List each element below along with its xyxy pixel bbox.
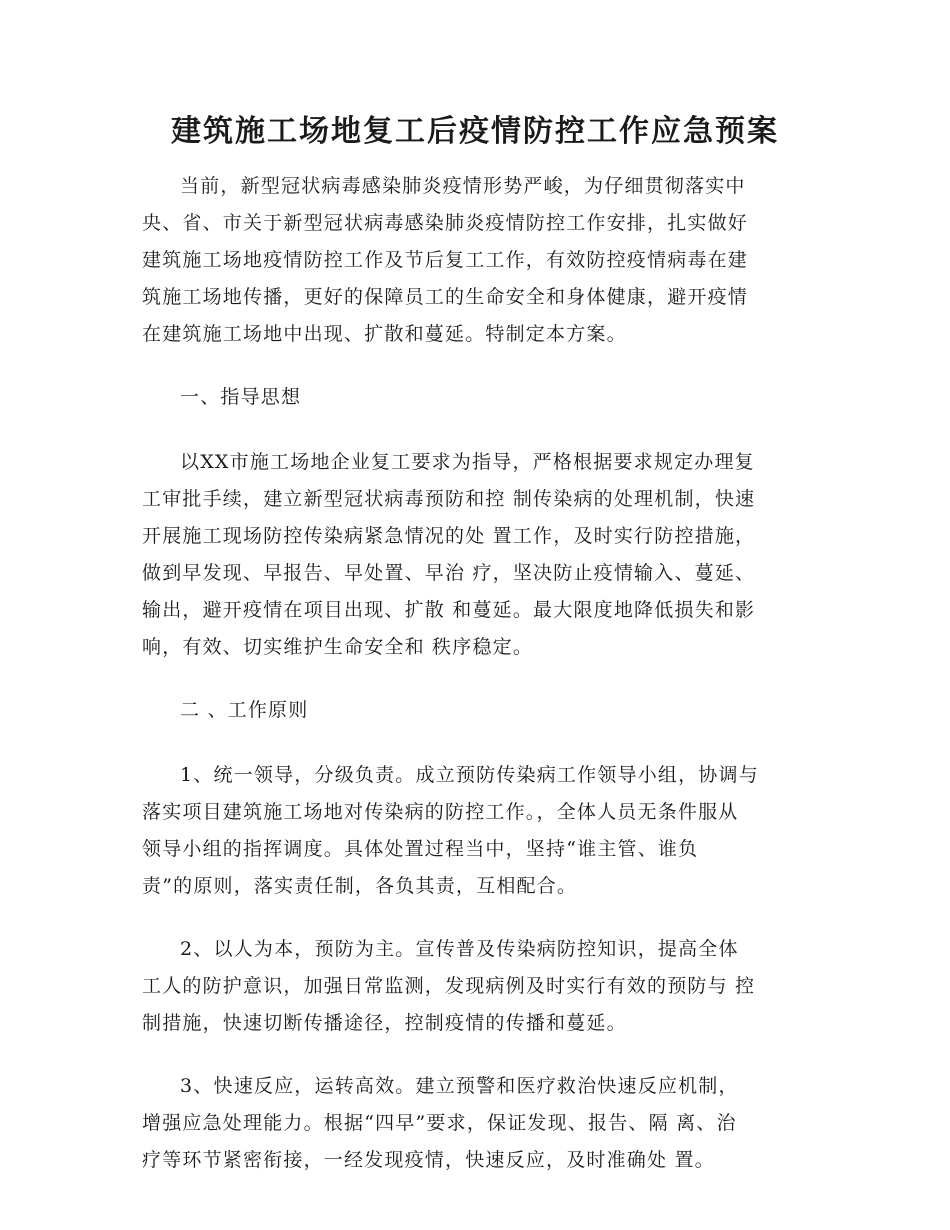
guiding-ideology-paragraph: [142, 444, 807, 666]
text-line: 工人的防护意识，加强日常监测，发现病例及时实行有效的预防与 控: [142, 975, 756, 997]
text-line: 筑施工场地传播，更好的保障员工的生命安全和身体健康，避开疫情: [142, 286, 749, 308]
document-body: [142, 168, 807, 1205]
principle-1-paragraph: [142, 757, 807, 905]
text-line: 做到早发现、早报告、早处置、早治 疗，坚决防止疫情输入、蔓延、: [142, 562, 756, 584]
text-line: 领导小组的指挥调度。具体处置过程当中，坚持“谁主管、谁负: [142, 838, 699, 860]
text-line: 输出，避开疫情在项目出现、扩散 和蔓延。最大限度地降低损失和影: [142, 599, 756, 621]
text-line: 3、快速反应，运转高效。建立预警和医疗救治快速反应机制，: [180, 1075, 739, 1097]
text-line: 1、统一领导，分级负责。成立预防传染病工作领导小组，协调与: [180, 764, 759, 786]
text-line: 疗等环节紧密衔接，一经发现疫情，快速反应，及时准确处 置。: [142, 1149, 715, 1171]
section-heading-work-principles: 二 、工作原则: [180, 699, 309, 721]
text-line: 在建筑施工场地中出现、扩散和蔓延。特制定本方案。: [142, 323, 627, 345]
principle-3-paragraph: [142, 1068, 807, 1179]
text-line: 以XX市施工场地企业复工要求为指导，严格根据要求规定办理复: [180, 451, 755, 473]
text-line: 落实项目建筑施工场地对传染病的防控工作。，全体人员无条件服从: [142, 801, 739, 823]
text-line: 开展施工现场防控传染病紧急情况的处 置工作，及时实行防控措施，: [142, 525, 756, 547]
section-heading-guiding-ideology: 一、指导思想: [180, 386, 302, 408]
intro-paragraph: [142, 168, 807, 353]
principle-2-paragraph: [142, 931, 807, 1042]
document-title: 建筑施工场地复工后疫情防控工作应急预案: [171, 114, 779, 149]
text-line: 央、省、市关于新型冠状病毒感染肺炎疫情防控工作安排，扎实做好: [142, 212, 749, 234]
text-line: 工审批手续，建立新型冠状病毒预防和控 制传染病的处理机制，快速: [142, 488, 756, 510]
text-line: 增强应急处理能力。根据“四早”要求，保证发现、报告、隔 离、治: [142, 1112, 737, 1134]
text-line: 当前，新型冠状病毒感染肺炎疫情形势严峻，为仔细贯彻落实中: [180, 175, 746, 197]
text-line: 2、以人为本，预防为主。宣传普及传染病防控知识，提高全体: [180, 938, 739, 960]
text-line: 响，有效、切实维护生命安全和 秩序稳定。: [142, 636, 534, 658]
text-line: 建筑施工场地疫情防控工作及节后复工工作，有效防控疫情病毒在建: [142, 249, 749, 271]
text-line: 制措施，快速切断传播途径，控制疫情的传播和蔓延。: [142, 1012, 627, 1034]
text-line: 责”的原则，落实责任制，各负其责，互相配合。: [142, 875, 578, 897]
